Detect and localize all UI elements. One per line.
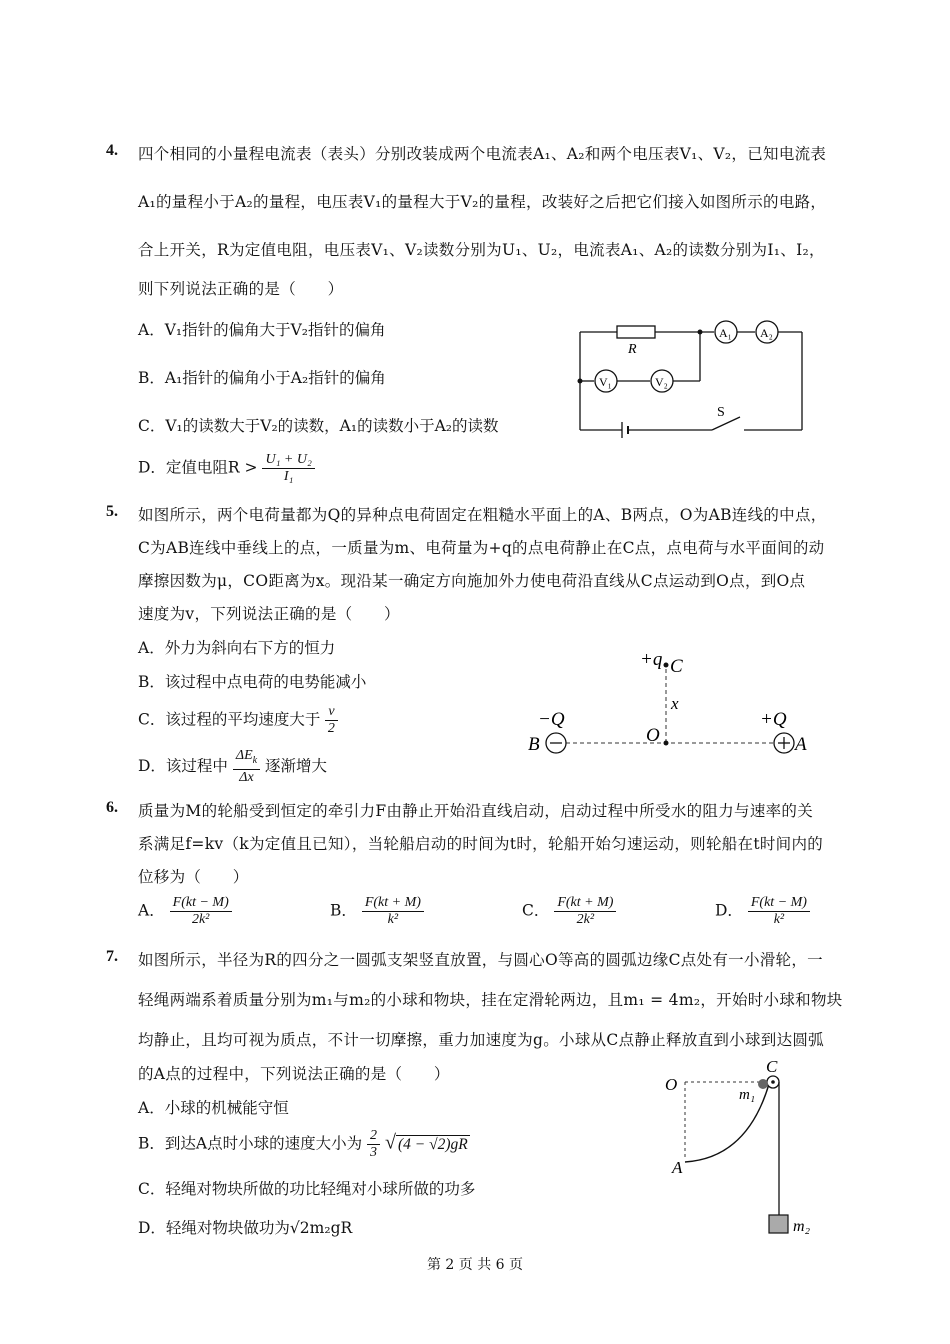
question-stem-line: 速度为v，下列说法正确的是（ ） [138,605,400,623]
fraction-denominator: 2 [327,721,335,736]
fraction-denominator: k² [387,912,399,927]
sqrt-radicand: (4 − √2)gR [397,1135,468,1153]
question-stem-line: 则下列说法正确的是（ ） [138,280,344,298]
question-stem-line: 四个相同的小量程电流表（表头）分别改装成两个电流表A₁、A₂和两个电压表V₁、V₂，已知电流表 [138,145,827,163]
option-label: B． [330,901,357,920]
fraction-denominator: I₁ [283,469,294,484]
sqrt-icon: √ [384,1131,396,1154]
circuit-diagram [572,315,812,440]
question-stem-line: 如图所示，半径为R的四分之一圆弧支架竖直放置，与圆心O等高的圆弧边缘C点处有一小滑轮，一 [138,951,823,969]
fraction-denominator: 3 [370,1145,378,1160]
fraction [362,895,424,928]
label-s: S [717,405,725,420]
option-d-text: D．定值电阻R > [138,458,258,477]
question-stem-line: C为AB连线中垂线上的点，一质量为m、电荷量为+q的点电荷静止在C点，点电荷与水平面间的动 [138,539,825,557]
label-minus-q: −Q [538,709,565,730]
fraction-denominator: k² [773,912,785,927]
option-b-text: B．到达A点时小球的速度大小为 [138,1134,363,1153]
question-number: 7. [106,948,118,965]
label-o: O [646,725,660,746]
label-r: R [628,342,637,357]
option-a: A．外力为斜向右下方的恒力 [138,639,336,657]
fraction [748,895,810,928]
subscript-k: k [252,754,258,766]
fraction-numerator [233,748,260,770]
question-stem-line: 系满足f=kv（k为定值且已知），当轮船启动的时间为t时，轮船开始匀速运动，则轮船在t时间内的 [138,835,824,853]
fraction-denominator: 2k² [576,912,595,927]
question-stem-line: 位移为（ ） [138,868,249,886]
fraction-denominator: 2k² [191,912,210,927]
fraction-denominator: Δx [239,769,254,785]
question-stem-line: 如图所示，两个电荷量都为Q的异种点电荷固定在粗糙水平面上的A、B两点，O为AB连线的中点， [138,506,827,524]
label-plus-big-q: +Q [760,709,787,730]
fraction [325,704,337,737]
option-c: C．V₁的读数大于V₂的读数，A₁的读数小于A₂的读数 [138,417,499,435]
option-b: B．A₁指针的偏角小于A₂指针的偏角 [138,369,386,387]
label-m1: m₁ [739,1087,756,1103]
fraction-numerator: U₁ + U₂ [262,452,314,469]
fraction-numerator: F(kt − M) [748,895,810,912]
charge-diagram [520,645,820,760]
question-stem-line: A₁的量程小于A₂的量程，电压表V₁的量程大于V₂的量程，改装好之后把它们接入如图所示的电路， [138,193,827,211]
label-c: C [766,1057,778,1076]
label-a: A [672,1158,683,1177]
option-c-text: C．该过程的平均速度大于 [138,710,321,729]
question-number: 4. [106,142,118,159]
question-stem-line: 的A点的过程中，下列说法正确的是（ ） [138,1065,450,1083]
option-d [715,895,810,928]
option-label: D． [715,901,743,920]
label-plus-q: +q [640,649,663,670]
fraction [262,452,314,485]
label-x: x [671,694,679,713]
question-stem-line: 均静止，且均可视为质点，不计一切摩擦，重力加速度为g。小球从C点静止释放直到小球到达圆弧 [138,1031,824,1049]
option-d [138,452,315,485]
fraction-numerator: F(kt + M) [362,895,424,912]
question-number: 5. [106,503,118,520]
page-footer: 第 2 页 共 6 页 [426,1257,524,1273]
question-number: 6. [106,799,118,816]
option-c: C．轻绳对物块所做的功比轻绳对小球所做的功多 [138,1180,476,1198]
label-a1: A₁ [719,326,732,340]
option-b [138,1128,470,1161]
question-stem-line: 质量为M的轮船受到恒定的牵引力F由静止开始沿直线启动，启动过程中所受水的阻力与速率的关 [138,802,814,820]
arc-pulley-diagram [655,1055,835,1245]
label-a: A [795,734,807,755]
option-label: C． [522,901,550,920]
delta-e: ΔE [235,748,253,763]
label-v1: V₁ [599,375,612,389]
label-c: C [670,656,683,677]
option-d [138,748,327,786]
question-stem-line: 轻绳两端系着质量分别为m₁与m₂的小球和物块，挂在定滑轮两边，且m₁ = 4m₂，开始时小球和物块 [138,991,843,1009]
option-b [330,895,424,928]
label-o: O [665,1075,678,1094]
fraction [233,748,260,786]
option-d: D．轻绳对物块做功为√2m₂gR [138,1219,353,1237]
option-b: B．该过程中点电荷的电势能减小 [138,673,367,691]
label-a2: A₂ [760,326,773,340]
option-d-suffix: 逐渐增大 [265,756,328,775]
option-label: A． [138,901,165,920]
question-stem-line: 摩擦因数为μ，CO距离为x。现沿某一确定方向施加外力使电荷沿直线从C点运动到O点，到O点 [138,572,806,590]
fraction-numerator: v [325,704,337,721]
label-b: B [528,734,540,755]
option-d-text: D．该过程中 [138,756,228,775]
option-c [522,895,616,928]
question-stem-line: 合上开关，R为定值电阻，电压表V₁、V₂读数分别为U₁、U₂，电流表A₁、A₂的读数分别为I₁、I₂， [138,241,825,259]
option-c [138,704,338,737]
fraction-numerator: 2 [367,1128,380,1145]
fraction [367,1128,380,1161]
fraction-numerator: F(kt − M) [170,895,232,912]
fraction-numerator: F(kt + M) [554,895,616,912]
fraction [170,895,232,928]
option-a [138,895,232,928]
option-a: A．小球的机械能守恒 [138,1099,289,1117]
label-v2: V₂ [655,375,668,389]
fraction [554,895,616,928]
label-m2: m₂ [793,1218,811,1235]
option-a: A．V₁指针的偏角大于V₂指针的偏角 [138,321,386,339]
